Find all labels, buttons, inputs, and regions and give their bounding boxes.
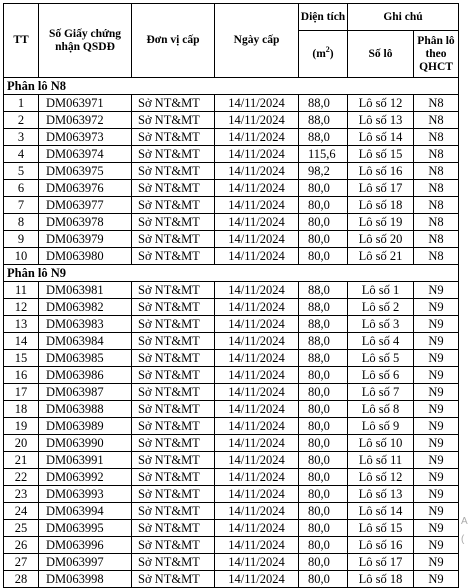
cell-area: 88,0 <box>299 112 348 129</box>
table-row <box>4 248 459 265</box>
cell-issuing-unit: Sở NT&MT <box>132 333 215 350</box>
cell-tt: 14 <box>4 333 39 350</box>
cell-zone: N8 <box>414 214 459 231</box>
cell-area: 88,0 <box>299 299 348 316</box>
cell-area: 88,0 <box>299 95 348 112</box>
edge-mark: ( <box>461 534 465 545</box>
cell-issuing-unit: Sở NT&MT <box>132 197 215 214</box>
cell-certificate-number: DM063983 <box>39 316 132 333</box>
unit-open: (m <box>312 47 326 60</box>
table-row <box>4 282 459 299</box>
cell-issue-date: 14/11/2024 <box>215 163 299 180</box>
cell-tt: 18 <box>4 401 39 418</box>
unit-sup: 2 <box>325 44 330 54</box>
cell-zone: N9 <box>414 452 459 469</box>
cell-issuing-unit: Sở NT&MT <box>132 537 215 554</box>
cell-lot-number: Lô số 13 <box>348 486 414 503</box>
cell-tt: 28 <box>4 571 39 588</box>
cell-issuing-unit: Sở NT&MT <box>132 180 215 197</box>
cell-certificate-number: DM063972 <box>39 112 132 129</box>
table-row <box>4 214 459 231</box>
cell-certificate-number: DM063979 <box>39 231 132 248</box>
header-dien-tich: Diện tích <box>299 4 348 31</box>
cell-lot-number: Lô số 2 <box>348 299 414 316</box>
table-row <box>4 299 459 316</box>
cell-tt: 26 <box>4 537 39 554</box>
header-don-vi: Đơn vị cấp <box>132 4 215 78</box>
cell-zone: N8 <box>414 180 459 197</box>
table-row <box>4 129 459 146</box>
cell-tt: 15 <box>4 350 39 367</box>
cell-zone: N9 <box>414 486 459 503</box>
cell-issue-date: 14/11/2024 <box>215 435 299 452</box>
cell-certificate-number: DM063997 <box>39 554 132 571</box>
cell-issuing-unit: Sở NT&MT <box>132 299 215 316</box>
cell-certificate-number: DM063987 <box>39 384 132 401</box>
cell-area: 98,2 <box>299 163 348 180</box>
cell-zone: N9 <box>414 435 459 452</box>
cell-issue-date: 14/11/2024 <box>215 95 299 112</box>
table-row <box>4 520 459 537</box>
cell-zone: N9 <box>414 316 459 333</box>
cell-lot-number: Lô số 6 <box>348 367 414 384</box>
cell-issue-date: 14/11/2024 <box>215 112 299 129</box>
cell-issue-date: 14/11/2024 <box>215 469 299 486</box>
cell-issuing-unit: Sở NT&MT <box>132 418 215 435</box>
cell-issuing-unit: Sở NT&MT <box>132 554 215 571</box>
cell-lot-number: Lô số 20 <box>348 231 414 248</box>
cell-area: 80,0 <box>299 231 348 248</box>
cell-issuing-unit: Sở NT&MT <box>132 350 215 367</box>
cell-area: 80,0 <box>299 418 348 435</box>
cell-lot-number: Lô số 17 <box>348 554 414 571</box>
cell-zone: N9 <box>414 520 459 537</box>
table-row <box>4 180 459 197</box>
cell-issue-date: 14/11/2024 <box>215 367 299 384</box>
cell-issue-date: 14/11/2024 <box>215 282 299 299</box>
cell-tt: 20 <box>4 435 39 452</box>
cell-issue-date: 14/11/2024 <box>215 537 299 554</box>
cell-area: 80,0 <box>299 384 348 401</box>
cell-lot-number: Lô số 12 <box>348 95 414 112</box>
cell-lot-number: Lô số 16 <box>348 163 414 180</box>
cell-issue-date: 14/11/2024 <box>215 401 299 418</box>
cell-area: 80,0 <box>299 452 348 469</box>
table-row <box>4 316 459 333</box>
header-so-lo: Số lô <box>348 31 414 78</box>
cell-tt: 27 <box>4 554 39 571</box>
cell-issuing-unit: Sở NT&MT <box>132 129 215 146</box>
table-row <box>4 401 459 418</box>
cell-tt: 24 <box>4 503 39 520</box>
cell-tt: 1 <box>4 95 39 112</box>
cell-zone: N9 <box>414 554 459 571</box>
cell-issue-date: 14/11/2024 <box>215 503 299 520</box>
cell-lot-number: Lô số 7 <box>348 384 414 401</box>
cell-issuing-unit: Sở NT&MT <box>132 316 215 333</box>
cell-area: 80,0 <box>299 571 348 588</box>
cell-lot-number: Lô số 13 <box>348 112 414 129</box>
cell-zone: N8 <box>414 231 459 248</box>
cell-zone: N9 <box>414 571 459 588</box>
cell-certificate-number: DM063977 <box>39 197 132 214</box>
cell-zone: N8 <box>414 248 459 265</box>
cell-certificate-number: DM063989 <box>39 418 132 435</box>
cell-issuing-unit: Sở NT&MT <box>132 401 215 418</box>
cell-tt: 3 <box>4 129 39 146</box>
cell-certificate-number: DM063998 <box>39 571 132 588</box>
table-row <box>4 486 459 503</box>
cell-zone: N8 <box>414 197 459 214</box>
cell-issuing-unit: Sở NT&MT <box>132 163 215 180</box>
cell-zone: N8 <box>414 129 459 146</box>
cell-zone: N9 <box>414 367 459 384</box>
cell-lot-number: Lô số 17 <box>348 180 414 197</box>
cell-zone: N8 <box>414 146 459 163</box>
cell-lot-number: Lô số 12 <box>348 469 414 486</box>
cell-certificate-number: DM063996 <box>39 537 132 554</box>
table-row <box>4 418 459 435</box>
edge-mark: A <box>461 516 468 527</box>
cell-certificate-number: DM063994 <box>39 503 132 520</box>
table-row <box>4 554 459 571</box>
cell-zone: N9 <box>414 384 459 401</box>
cell-zone: N9 <box>414 469 459 486</box>
header-phan-lo: Phân lô theo QHCT <box>414 31 459 78</box>
cell-zone: N9 <box>414 401 459 418</box>
header-ngay-cap: Ngày cấp <box>215 4 299 78</box>
cell-area: 88,0 <box>299 316 348 333</box>
table-row <box>4 231 459 248</box>
cell-zone: N9 <box>414 537 459 554</box>
cell-lot-number: Lô số 15 <box>348 520 414 537</box>
cell-issue-date: 14/11/2024 <box>215 146 299 163</box>
cell-issue-date: 14/11/2024 <box>215 214 299 231</box>
cell-certificate-number: DM063992 <box>39 469 132 486</box>
cell-tt: 21 <box>4 452 39 469</box>
cell-area: 80,0 <box>299 401 348 418</box>
cell-lot-number: Lô số 19 <box>348 214 414 231</box>
cell-issuing-unit: Sở NT&MT <box>132 214 215 231</box>
section-title: Phân lô N9 <box>4 265 459 282</box>
cell-lot-number: Lô số 9 <box>348 418 414 435</box>
cell-certificate-number: DM063971 <box>39 95 132 112</box>
table-body <box>4 78 459 588</box>
cell-tt: 19 <box>4 418 39 435</box>
cell-area: 80,0 <box>299 554 348 571</box>
cell-certificate-number: DM063988 <box>39 401 132 418</box>
cell-issue-date: 14/11/2024 <box>215 129 299 146</box>
cell-issuing-unit: Sở NT&MT <box>132 367 215 384</box>
cell-area: 80,0 <box>299 214 348 231</box>
cell-lot-number: Lô số 5 <box>348 350 414 367</box>
cell-issue-date: 14/11/2024 <box>215 554 299 571</box>
cell-tt: 2 <box>4 112 39 129</box>
cell-tt: 4 <box>4 146 39 163</box>
table-row <box>4 112 459 129</box>
cell-area: 80,0 <box>299 469 348 486</box>
cell-area: 80,0 <box>299 486 348 503</box>
cell-certificate-number: DM063993 <box>39 486 132 503</box>
cell-area: 80,0 <box>299 248 348 265</box>
cell-issuing-unit: Sở NT&MT <box>132 384 215 401</box>
cell-lot-number: Lô số 18 <box>348 197 414 214</box>
cell-issue-date: 14/11/2024 <box>215 180 299 197</box>
table-row <box>4 197 459 214</box>
cell-zone: N9 <box>414 418 459 435</box>
cell-lot-number: Lô số 10 <box>348 435 414 452</box>
cell-certificate-number: DM063978 <box>39 214 132 231</box>
cell-issuing-unit: Sở NT&MT <box>132 435 215 452</box>
cell-certificate-number: DM063973 <box>39 129 132 146</box>
section-title: Phân lô N8 <box>4 78 459 95</box>
cell-certificate-number: DM063990 <box>39 435 132 452</box>
table-row <box>4 435 459 452</box>
cell-lot-number: Lô số 8 <box>348 401 414 418</box>
cell-issuing-unit: Sở NT&MT <box>132 486 215 503</box>
cell-certificate-number: DM063974 <box>39 146 132 163</box>
cell-lot-number: Lô số 3 <box>348 316 414 333</box>
cell-certificate-number: DM063975 <box>39 163 132 180</box>
cell-lot-number: Lô số 15 <box>348 146 414 163</box>
table-row <box>4 503 459 520</box>
table-row <box>4 350 459 367</box>
cell-area: 80,0 <box>299 180 348 197</box>
cell-lot-number: Lô số 14 <box>348 503 414 520</box>
cell-area: 80,0 <box>299 197 348 214</box>
cell-certificate-number: DM063985 <box>39 350 132 367</box>
cell-tt: 11 <box>4 282 39 299</box>
table-row <box>4 333 459 350</box>
cell-lot-number: Lô số 11 <box>348 452 414 469</box>
cell-issue-date: 14/11/2024 <box>215 231 299 248</box>
header-dien-tich-unit <box>299 31 348 78</box>
cell-issuing-unit: Sở NT&MT <box>132 248 215 265</box>
cell-area: 80,0 <box>299 435 348 452</box>
cell-zone: N8 <box>414 95 459 112</box>
cell-tt: 16 <box>4 367 39 384</box>
header-so-giay: Số Giấy chứng nhận QSDĐ <box>39 4 132 78</box>
cell-tt: 8 <box>4 214 39 231</box>
table-row <box>4 571 459 588</box>
cell-issue-date: 14/11/2024 <box>215 486 299 503</box>
cell-issue-date: 14/11/2024 <box>215 197 299 214</box>
cell-issue-date: 14/11/2024 <box>215 520 299 537</box>
cell-issuing-unit: Sở NT&MT <box>132 112 215 129</box>
cell-lot-number: Lô số 1 <box>348 282 414 299</box>
cell-area: 80,0 <box>299 520 348 537</box>
cell-certificate-number: DM063984 <box>39 333 132 350</box>
cell-certificate-number: DM063981 <box>39 282 132 299</box>
cell-issue-date: 14/11/2024 <box>215 316 299 333</box>
cell-certificate-number: DM063995 <box>39 520 132 537</box>
section-row <box>4 265 459 282</box>
table-row <box>4 95 459 112</box>
table-row <box>4 367 459 384</box>
cell-issuing-unit: Sở NT&MT <box>132 146 215 163</box>
header-ghi-chu: Ghi chú <box>348 4 459 31</box>
cell-tt: 10 <box>4 248 39 265</box>
cell-issuing-unit: Sở NT&MT <box>132 452 215 469</box>
table-row <box>4 452 459 469</box>
cell-certificate-number: DM063986 <box>39 367 132 384</box>
table-row <box>4 537 459 554</box>
land-certificate-table <box>3 3 459 588</box>
cell-issue-date: 14/11/2024 <box>215 350 299 367</box>
cell-lot-number: Lô số 4 <box>348 333 414 350</box>
cell-certificate-number: DM063976 <box>39 180 132 197</box>
cell-area: 80,0 <box>299 537 348 554</box>
cell-tt: 6 <box>4 180 39 197</box>
cell-issue-date: 14/11/2024 <box>215 299 299 316</box>
cell-area: 88,0 <box>299 282 348 299</box>
cell-issuing-unit: Sở NT&MT <box>132 571 215 588</box>
cell-zone: N9 <box>414 503 459 520</box>
cell-lot-number: Lô số 14 <box>348 129 414 146</box>
section-row <box>4 78 459 95</box>
table-row <box>4 469 459 486</box>
cell-issue-date: 14/11/2024 <box>215 384 299 401</box>
cell-lot-number: Lô số 21 <box>348 248 414 265</box>
table-header <box>4 4 459 78</box>
cell-zone: N9 <box>414 333 459 350</box>
cell-certificate-number: DM063980 <box>39 248 132 265</box>
cell-lot-number: Lô số 18 <box>348 571 414 588</box>
header-tt: TT <box>4 4 39 78</box>
table-row <box>4 163 459 180</box>
cell-tt: 17 <box>4 384 39 401</box>
cell-tt: 25 <box>4 520 39 537</box>
cell-issue-date: 14/11/2024 <box>215 571 299 588</box>
cell-area: 88,0 <box>299 129 348 146</box>
cell-zone: N9 <box>414 299 459 316</box>
cell-area: 88,0 <box>299 350 348 367</box>
cell-issuing-unit: Sở NT&MT <box>132 469 215 486</box>
cell-issue-date: 14/11/2024 <box>215 333 299 350</box>
cell-issuing-unit: Sở NT&MT <box>132 520 215 537</box>
cell-certificate-number: DM063982 <box>39 299 132 316</box>
cell-issue-date: 14/11/2024 <box>215 248 299 265</box>
cell-area: 115,6 <box>299 146 348 163</box>
cell-tt: 5 <box>4 163 39 180</box>
cell-issuing-unit: Sở NT&MT <box>132 503 215 520</box>
cell-area: 88,0 <box>299 333 348 350</box>
cell-issuing-unit: Sở NT&MT <box>132 282 215 299</box>
cell-area: 80,0 <box>299 367 348 384</box>
cell-tt: 23 <box>4 486 39 503</box>
cell-zone: N8 <box>414 163 459 180</box>
cell-tt: 22 <box>4 469 39 486</box>
table-row <box>4 146 459 163</box>
cell-tt: 13 <box>4 316 39 333</box>
cell-tt: 7 <box>4 197 39 214</box>
cell-issuing-unit: Sở NT&MT <box>132 95 215 112</box>
cell-tt: 12 <box>4 299 39 316</box>
table-row <box>4 384 459 401</box>
cell-issue-date: 14/11/2024 <box>215 452 299 469</box>
cell-issue-date: 14/11/2024 <box>215 418 299 435</box>
cell-zone: N9 <box>414 282 459 299</box>
unit-close: ) <box>329 47 334 60</box>
cell-zone: N9 <box>414 350 459 367</box>
cell-area: 80,0 <box>299 503 348 520</box>
cell-certificate-number: DM063991 <box>39 452 132 469</box>
cell-lot-number: Lô số 16 <box>348 537 414 554</box>
cell-tt: 9 <box>4 231 39 248</box>
cell-zone: N8 <box>414 112 459 129</box>
cell-issuing-unit: Sở NT&MT <box>132 231 215 248</box>
